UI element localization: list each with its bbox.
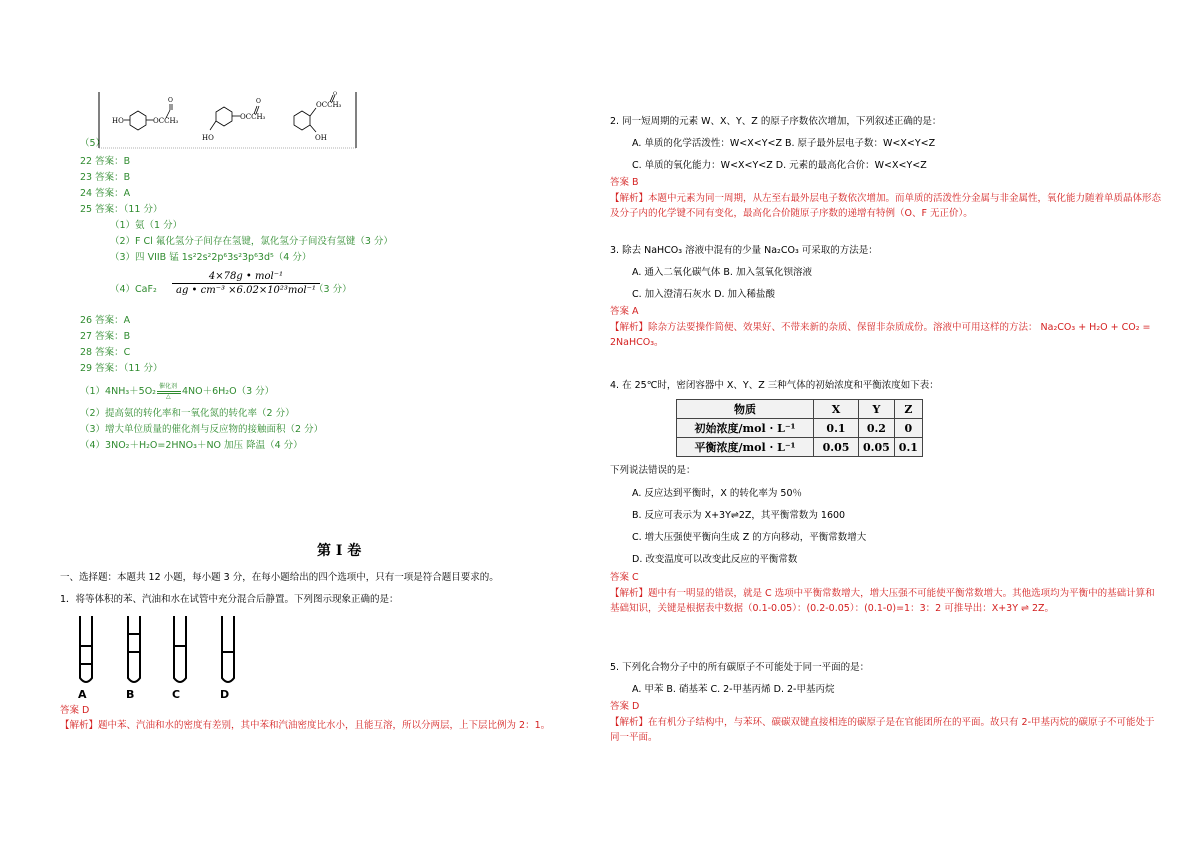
table-header-row	[677, 400, 923, 419]
catalyst-label: 催化剂	[158, 383, 177, 390]
answer-26: 26 答案：A	[80, 315, 131, 326]
test-tubes-figure	[70, 612, 270, 702]
table-cell: 0	[894, 419, 922, 438]
tube-a	[80, 616, 92, 682]
svg-text:O: O	[333, 91, 338, 97]
q1-analysis: 【解析】题中苯、汽油和水的密度有差别，其中苯和汽油密度比水小，且能互溶，所以分两层，上下层比例为 2：1。	[60, 720, 551, 731]
q3-options-ab: A. 通入二氧化碳气体 B. 加入氢氧化钡溶液	[632, 267, 812, 278]
svg-text:OCCH₃: OCCH₃	[316, 101, 342, 109]
q3-answer: 答案 A	[610, 306, 639, 317]
q4-analysis: 【解析】题中有一明显的错误，就是 C 选项中平衡常数增大，增大压强不可能使平衡常数增大。其他选项均为平衡中的基础计算和基础知识，关键是根据表中数据（0.1-0.05）：(0.2-0.05）：(0.1-0)=1：3：2 可推导出：X+3Y ⇌ 2Z。	[610, 588, 1155, 614]
q4-option-c: C. 增大压强使平衡向生成 Z 的方向移动，平衡常数增大	[632, 532, 867, 543]
table-cell: 0.2	[859, 419, 895, 438]
answer-23: 23 答案：B	[80, 172, 131, 183]
table-cell: 初始浓度/mol · L⁻¹	[677, 419, 814, 438]
question-5: 5. 下列化合物分子中的所有碳原子不可能处于同一平面的是：	[610, 662, 870, 673]
q1-answer: 答案 D	[60, 705, 90, 716]
equals-line-top	[157, 391, 181, 392]
q2-analysis: 【解析】本题中元素为同一周期，从左至右最外层电子数依次增加。而单质的活泼性分金属与非金属性，氧化能力随着单质晶体形态及分子内的化学键不同有变化，最高化合价随原子序数的递增有特例（O、F 无正价）。	[610, 193, 1162, 219]
svg-text:OCCH₃: OCCH₃	[240, 113, 266, 121]
tube-label-b: B	[126, 688, 135, 701]
question-4: 4. 在 25℃时，密闭容器中 X、Y、Z 三种气体的初始浓度和平衡浓度如下表：	[610, 380, 939, 391]
answer-25-part1: （1）氨（1 分）	[110, 220, 183, 231]
concentration-table	[676, 399, 923, 457]
q4-option-d: D. 改变温度可以改变此反应的平衡常数	[632, 554, 798, 565]
table-header-cell: Y	[859, 400, 895, 419]
svg-text:O: O	[256, 98, 261, 105]
density-formula	[172, 271, 320, 296]
answer-25: 25 答案：（11 分）	[80, 204, 163, 215]
table-header-cell: Z	[894, 400, 922, 419]
table-row	[677, 419, 923, 438]
q5-answer: 答案 D	[610, 701, 640, 712]
svg-text:HO: HO	[202, 134, 214, 142]
answer-29-part1	[80, 385, 274, 398]
table-cell: 平衡浓度/mol · L⁻¹	[677, 438, 814, 457]
answer-25-part4-score: （3 分）	[314, 284, 352, 295]
svg-text:O: O	[168, 97, 173, 104]
question-3: 3. 除去 NaHCO₃ 溶液中混有的少量 Na₂CO₃ 可采取的方法是：	[610, 245, 878, 256]
q5-analysis: 【解析】在有机分子结构中，与苯环、碳碳双键直接相连的碳原子是在官能团所在的平面。故只有 2-甲基丙烷的碳原子不可能处于同一平面。	[610, 717, 1155, 743]
table-cell: 0.05	[814, 438, 859, 457]
q2-answer: 答案 B	[610, 177, 639, 188]
molecule-structures-figure	[98, 90, 358, 152]
section-title: 第 I 卷	[317, 543, 362, 559]
svg-text:OCCH₃: OCCH₃	[153, 117, 179, 125]
question-1: 1．将等体积的苯、汽油和水在试管中充分混合后静置。下列图示现象正确的是：	[60, 594, 399, 605]
catalyst-arrow	[156, 385, 182, 398]
tube-d	[222, 616, 234, 682]
q4-option-b: B. 反应可表示为 X+3Y⇌2Z，其平衡常数为 1600	[632, 510, 846, 521]
table-cell: 0.1	[894, 438, 922, 457]
answer-27: 27 答案：B	[80, 331, 131, 342]
tube-label-a: A	[78, 688, 87, 701]
q5-label: （5）	[80, 138, 106, 149]
q4-option-a: A. 反应达到平衡时，X 的转化率为 50％	[632, 488, 803, 499]
q3-options-cd: C. 加入澄清石灰水 D. 加入稀盐酸	[632, 289, 776, 300]
q5-options: A. 甲苯 B. 硝基苯 C. 2-甲基丙烯 D. 2-甲基丙烷	[632, 684, 835, 695]
answer-29-part4: （4）3NO₂＋H₂O=2HNO₃＋NO 加压 降温（4 分）	[80, 440, 303, 451]
q4-answer: 答案 C	[610, 572, 639, 583]
heat-label: △	[165, 393, 171, 400]
table-header-cell: X	[814, 400, 859, 419]
answer-25-part4-label: （4）CaF₂	[110, 284, 157, 295]
answer-29-part3: （3）增大单位质量的催化剂与反应物的接触面积（2 分）	[80, 424, 324, 435]
svg-text:OH: OH	[315, 134, 327, 142]
svg-text:HO: HO	[112, 117, 124, 125]
q2-options-cd: C. 单质的氧化能力：W<X<Y<Z D. 元素的最高化合价：W<X<Y<Z	[632, 160, 927, 171]
answer-24: 24 答案：A	[80, 188, 131, 199]
density-formula-numerator: 4×78g • mol⁻¹	[172, 271, 320, 284]
density-formula-denominator: ag • cm⁻³ ×6.02×10²³mol⁻¹	[176, 285, 316, 296]
tube-b	[128, 616, 140, 682]
question-2: 2. 同一短周期的元素 W、X、Y、Z 的原子序数依次增加，下列叙述正确的是：	[610, 116, 942, 127]
tube-c	[174, 616, 186, 682]
tube-label-c: C	[172, 688, 181, 701]
reaction-products: 4NO＋6H₂O（3 分）	[181, 386, 275, 397]
table-cell: 0.1	[814, 419, 859, 438]
table-row	[677, 438, 923, 457]
q4-stem: 下列说法错误的是：	[610, 465, 696, 476]
section-intro: 一、选择题：本题共 12 小题，每小题 3 分，在每小题给出的四个选项中，只有一项是符合题目要求的。	[60, 572, 499, 583]
answer-25-part2: （2）F Cl 氟化氢分子间存在氢键，氯化氢分子间没有氢键（3 分）	[110, 236, 393, 247]
q3-analysis: 【解析】除杂方法要操作简便、效果好、不带来新的杂质、保留非杂质成份。溶液中可用这样的方法： Na₂CO₃ + H₂O + CO₂ = 2NaHCO₃。	[610, 322, 1151, 348]
table-header-cell: 物质	[677, 400, 814, 419]
answer-28: 28 答案：C	[80, 347, 131, 358]
reaction-reactants: （1）4NH₃＋5O₂	[80, 386, 156, 397]
table-cell: 0.05	[859, 438, 895, 457]
answer-29: 29 答案：（11 分）	[80, 363, 163, 374]
tube-label-d: D	[220, 688, 230, 701]
answer-29-part2: （2）提高氨的转化率和一氧化氮的转化率（2 分）	[80, 408, 295, 419]
answer-22: 22 答案：B	[80, 156, 131, 167]
q2-options-ab: A. 单质的化学活泼性：W<X<Y<Z B. 原子最外层电子数：W<X<Y<Z	[632, 138, 936, 149]
answer-25-part3: （3）四 VIIB 锰 1s²2s²2p⁶3s²3p⁶3d⁵（4 分）	[110, 252, 312, 263]
